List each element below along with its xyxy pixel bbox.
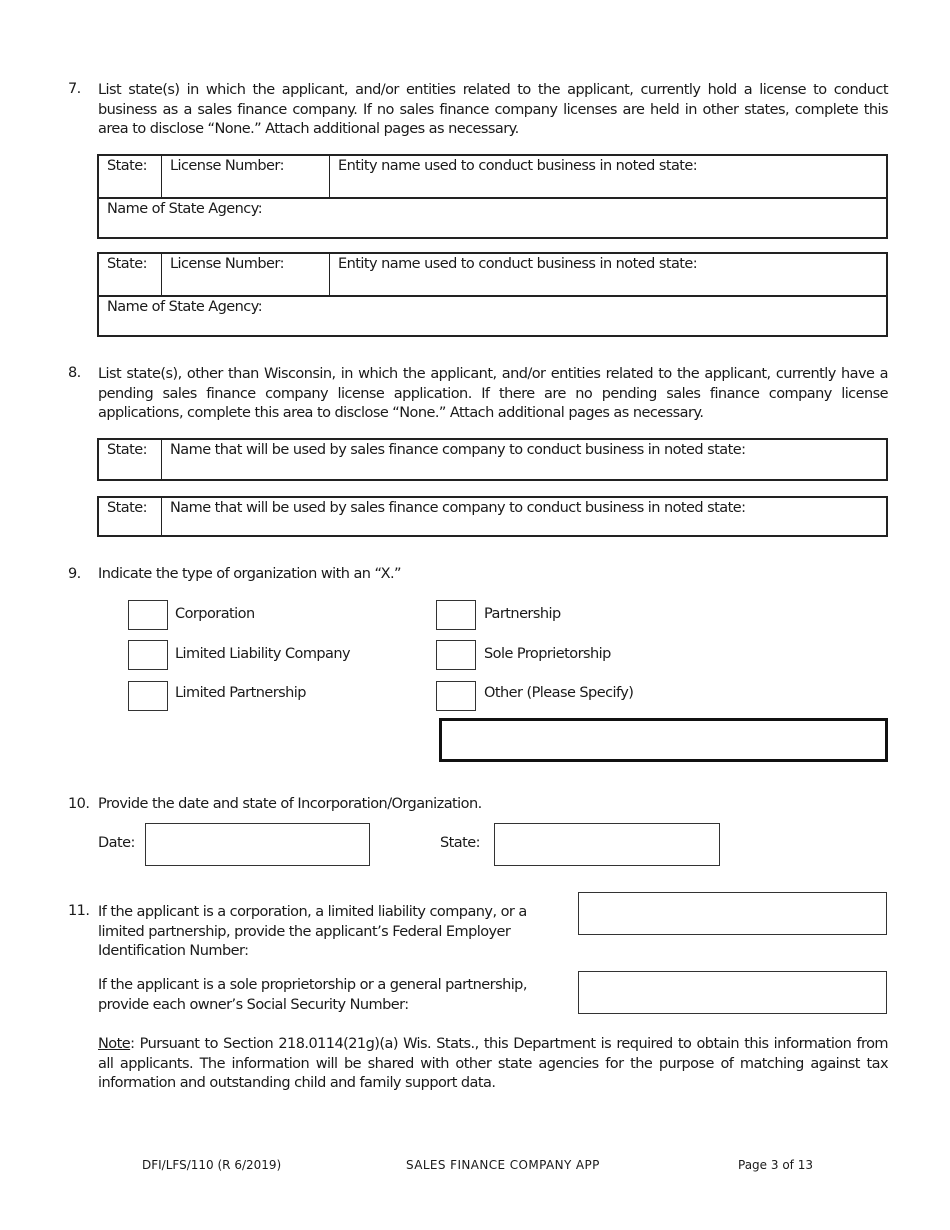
license-table-1 [97, 154, 888, 239]
q10-text: Provide the date and state of Incorporation/Organization. [98, 796, 482, 812]
llc-checkbox[interactable] [128, 640, 168, 670]
note-paragraph [98, 1035, 888, 1094]
state-agency-field[interactable]: Name of State Agency: [107, 201, 263, 217]
license-table-2 [97, 252, 888, 337]
date-field[interactable] [145, 823, 370, 866]
ssn-text: If the applicant is a sole proprietorship or a general partnership, provide each owner’s Social Security Number: [98, 977, 527, 1013]
license-number-field[interactable]: License Number: [162, 156, 330, 197]
corporation-label: Corporation [175, 606, 255, 622]
business-name-field[interactable]: Name that will be used by sales finance company to conduct business in noted state: [170, 442, 746, 458]
fein-field[interactable] [578, 892, 887, 935]
state-agency-field[interactable]: Name of State Agency: [107, 299, 263, 315]
pending-table-1 [97, 438, 888, 481]
other-specify-field[interactable] [439, 718, 888, 762]
license-number-field[interactable]: License Number: [162, 254, 330, 295]
q9-text: Indicate the type of organization with an “X.” [98, 566, 402, 582]
fein-text: If the applicant is a corporation, a limited liability company, or a limited partnership, provide the applicant’s Federal Employer Identification Number: [98, 904, 527, 959]
limited-partnership-checkbox[interactable] [128, 681, 168, 711]
form-title: SALES FINANCE COMPANY APP [406, 1158, 600, 1172]
state-label: State: [440, 835, 480, 851]
q11-number: 11. [68, 903, 90, 919]
note-text: : Pursuant to Section 218.0114(21g)(a) Wis. Stats., this Department is required to obtain this information from all applicants. The information will be shared with other state agencies for the purpose of matching against tax information and outstanding child and family support data. [98, 1036, 888, 1091]
business-name-field[interactable]: Name that will be used by sales finance company to conduct business in noted state: [170, 500, 746, 516]
note-label: Note [98, 1036, 131, 1052]
partnership-label: Partnership [484, 606, 561, 622]
entity-name-field[interactable]: Entity name used to conduct business in noted state: [338, 158, 698, 174]
entity-name-field[interactable]: Entity name used to conduct business in noted state: [338, 256, 698, 272]
ssn-field[interactable] [578, 971, 887, 1014]
q7-text: List state(s) in which the applicant, and/or entities related to the applicant, currently hold a license to conduct business as a sales finance company. If no sales finance company licenses are held in other states, complete this area to disclose “None.” Attach additional pages as necessary. [98, 82, 888, 137]
form-id: DFI/LFS/110 (R 6/2019) [142, 1158, 282, 1172]
q10-number: 10. [68, 796, 90, 812]
state-field[interactable]: State: [99, 254, 162, 295]
other-label: Other (Please Specify) [484, 685, 634, 701]
q8-text: List state(s), other than Wisconsin, in which the applicant, and/or entities related to the applicant, currently have a pending sales finance company license application. If there are no pending sales finance company license applications, complete this area to disclose “None.” Attach additional pages as necessary. [98, 366, 888, 421]
corporation-checkbox[interactable] [128, 600, 168, 630]
q8-number: 8. [68, 365, 81, 381]
q9-number: 9. [68, 566, 81, 582]
state-field[interactable]: State: [99, 440, 162, 479]
sole-proprietorship-checkbox[interactable] [436, 640, 476, 670]
date-label: Date: [98, 835, 135, 851]
page-number: Page 3 of 13 [738, 1158, 813, 1172]
limited-partnership-label: Limited Partnership [175, 685, 306, 701]
state-field[interactable]: State: [99, 498, 162, 535]
llc-label: Limited Liability Company [175, 646, 351, 662]
partnership-checkbox[interactable] [436, 600, 476, 630]
state-field[interactable]: State: [99, 156, 162, 197]
sole-proprietorship-label: Sole Proprietorship [484, 646, 611, 662]
other-checkbox[interactable] [436, 681, 476, 711]
pending-table-2 [97, 496, 888, 537]
q7-number: 7. [68, 81, 81, 97]
state-field[interactable] [494, 823, 720, 866]
